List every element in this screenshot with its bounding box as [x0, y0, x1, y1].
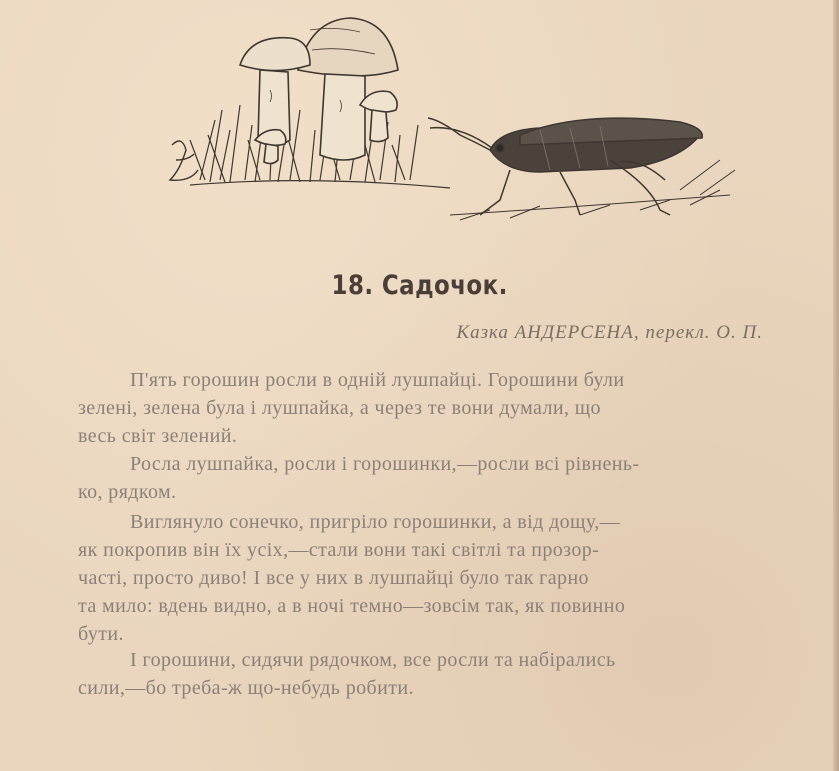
- text-line: бути.: [78, 623, 124, 645]
- page-edge: [833, 0, 839, 771]
- mushrooms-icon: [240, 18, 398, 164]
- text-line: Виглянуло сонечко, пригріло горошинки, а від дощу,—: [130, 511, 621, 533]
- paragraph-3: [78, 508, 816, 648]
- text-line: сили,—бо треба-ж що-небудь робити.: [78, 677, 414, 699]
- monogram-icon: [170, 141, 198, 180]
- text-line: весь світ зелений.: [78, 425, 238, 447]
- text-line: часті, просто диво! І все у них в лушпайці було так гарно: [78, 567, 589, 589]
- paragraph-2: [78, 450, 816, 506]
- story-attribution: Казка АНДЕРСЕНА, перекл. О. П.: [456, 322, 763, 343]
- paragraph-4: [78, 646, 816, 702]
- text-line: Росла лушпайка, росли і горошинки,—росли всі рівнень-: [130, 453, 640, 475]
- header-illustration: [160, 10, 750, 235]
- story-title: 18. Садочок.: [331, 270, 508, 301]
- text-line: зелені, зелена була і лушпайка, а через те вони думали, що: [78, 397, 601, 419]
- paragraph-1: [78, 366, 816, 450]
- text-line: як покропив він їх усіх,—стали вони такі світлі та прозор-: [78, 539, 600, 561]
- text-line: ко, рядком.: [78, 481, 177, 503]
- text-line: та мило: вдень видно, а в ночі темно—зовсім так, як повинно: [78, 595, 626, 617]
- text-line: І горошини, сидячи рядочком, все росли та набірались: [130, 649, 616, 671]
- text-line: П'ять горошин росли в одній лушпайці. Горошини були: [130, 369, 625, 391]
